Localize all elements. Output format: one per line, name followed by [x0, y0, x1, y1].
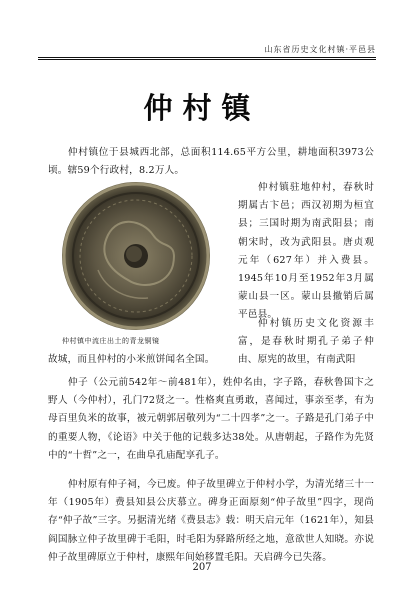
paragraph-resources-bottom: 故城，而且仲村的小米煎饼闻名全国。: [48, 354, 215, 365]
paragraph-intro: 仲村镇位于县城西北部，总面积114.65平方公里，耕地面积3973公顷。辖59个行政村，8.2万人。: [48, 147, 374, 177]
paragraph-history: 仲村镇驻地仲村，春秋时期属古卞邑；西汉初期为桓宜县；三国时期为南武阳县；南朝宋时，改为武阳县。唐贞观元年（627年）并入费县。1945年10月至1952年3月属蒙山县一区。蒙山县撤销后属平邑县。: [238, 182, 374, 321]
page-number: 207: [192, 562, 212, 573]
header-rule-thick: [38, 57, 376, 58]
bronze-mirror-photo: [48, 180, 232, 332]
paragraph-shrine: 仲村原有仲子祠，今已废。仲子故里碑立于仲村小学，为清光绪三十一年（1905年）费县知县公庆慕立。碑身正面原刻“仲子故里”四字，现尚存“仲子故”三字。另据清光绪《费县志》载：明天启元年（1621年），知县阎国脉立仲子故里碑于毛阳，时毛阳为驿路所经之地，意欲世人知晓。亦说仲子故里碑原立于仲村，康熙年间始移置毛阳。天启碑今已失落。: [48, 479, 374, 563]
bronze-mirror-image: [48, 180, 232, 332]
running-header: 山东省历史文化村镇·平邑县: [264, 45, 376, 54]
image-caption: 仲村镇中流庄出土的青龙铜镜: [62, 337, 160, 345]
mirror-knob: [126, 246, 142, 262]
page-title: 仲村镇: [143, 91, 261, 125]
header-rule-thin: [38, 59, 376, 60]
paragraph-resources-top: 仲村镇历史文化资源丰富，是春秋时期孔子弟子仲由、原宪的故里，有南武阳: [238, 318, 374, 366]
paragraph-zhongzi: 仲子（公元前542年～前481年），姓仲名由，字子路，春秋鲁国卞之野人（今仲村），孔门72贤之一。性格爽直勇敢，喜闻过，事亲至孝，有为母百里负米的故事，被元朝郭居敬列为“二十四孝”之一。子路是孔门弟子中的重要人物，《论语》中关于他的记载多达38处。从唐朝起，子路作为先贤中的“十哲”之一，在曲阜孔庙配享孔子。: [48, 377, 374, 461]
